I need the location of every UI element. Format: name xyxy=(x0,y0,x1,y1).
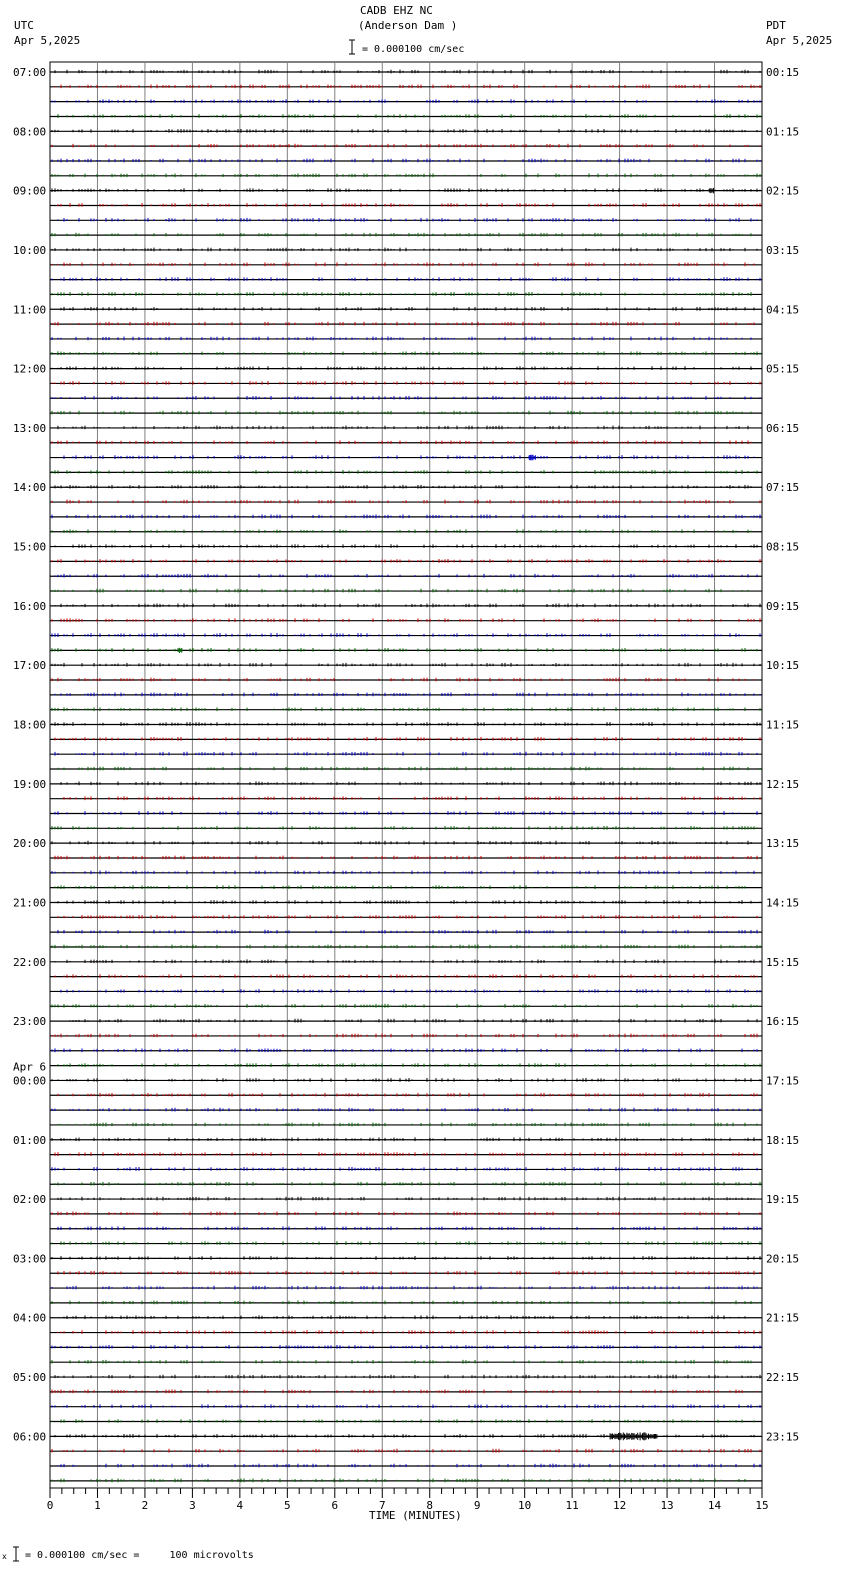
hour-label-utc: 19:00 xyxy=(13,777,47,791)
hour-label-utc: 03:00 xyxy=(13,1252,47,1266)
hour-label-pdt: 02:15 xyxy=(766,184,800,198)
left-date: Apr 5,2025 xyxy=(14,34,81,47)
hour-label-pdt: 12:15 xyxy=(766,777,800,791)
hour-label-pdt: 17:15 xyxy=(766,1074,800,1088)
hour-label-utc: 01:00 xyxy=(13,1133,47,1147)
x-tick-label: 12 xyxy=(612,1499,627,1512)
hour-label-utc: 17:00 xyxy=(13,659,47,673)
hour-label-utc: 08:00 xyxy=(13,125,47,139)
x-tick-label: 5 xyxy=(284,1499,291,1512)
hour-label-pdt: 03:15 xyxy=(766,243,800,257)
hour-label-pdt: 00:15 xyxy=(766,66,800,79)
hour-label-pdt: 06:15 xyxy=(766,421,800,435)
hour-label-pdt: 18:15 xyxy=(766,1133,800,1147)
trace-noise xyxy=(52,678,754,682)
hour-label-utc: 06:00 xyxy=(13,1430,47,1444)
hour-label-pdt: 10:15 xyxy=(766,659,800,673)
hour-label-pdt: 05:15 xyxy=(766,362,800,376)
hour-label-pdt: 04:15 xyxy=(766,303,800,317)
hour-label-utc: 13:00 xyxy=(13,421,47,435)
trace-rows xyxy=(13,66,799,1482)
date-change-label: Apr 6 xyxy=(13,1060,47,1074)
hour-label-pdt: 14:15 xyxy=(766,896,800,910)
hour-label-utc: 09:00 xyxy=(13,184,47,198)
footer-scale-text: = 0.000100 cm/sec = 100 microvolts xyxy=(25,1550,254,1561)
hour-label-pdt: 23:15 xyxy=(766,1430,800,1444)
x-tick-label: 3 xyxy=(189,1499,196,1512)
hour-label-utc: 07:00 xyxy=(13,66,47,79)
x-tick-label: 14 xyxy=(707,1499,722,1512)
x-tick-label: 7 xyxy=(378,1499,386,1512)
hour-label-utc: 16:00 xyxy=(13,599,47,613)
station-title: CADB EHZ NC xyxy=(360,4,433,17)
x-tick-label: 13 xyxy=(660,1499,674,1512)
scale-text: = 0.000100 cm/sec xyxy=(362,44,465,55)
hour-label-pdt: 09:15 xyxy=(766,599,800,613)
hour-label-utc: 11:00 xyxy=(13,303,47,317)
hour-label-pdt: 15:15 xyxy=(766,955,800,969)
x-tick-label: 4 xyxy=(236,1499,244,1512)
svg-text:x: x xyxy=(2,1552,7,1561)
hour-label-pdt: 11:15 xyxy=(766,718,800,732)
scale-bar-icon xyxy=(346,39,358,55)
x-axis-label: TIME (MINUTES) xyxy=(369,1509,462,1522)
hour-label-utc: 12:00 xyxy=(13,362,47,376)
hour-label-utc: 00:00 xyxy=(13,1074,47,1088)
x-tick-label: 9 xyxy=(473,1499,481,1512)
left-timezone: UTC xyxy=(14,19,34,32)
hour-label-pdt: 01:15 xyxy=(766,125,800,139)
hour-label-pdt: 07:15 xyxy=(766,481,800,495)
x-tick-label: 11 xyxy=(565,1499,579,1512)
hour-label-utc: 21:00 xyxy=(13,896,47,910)
hour-label-utc: 15:00 xyxy=(13,540,47,554)
hour-label-utc: 02:00 xyxy=(13,1193,47,1207)
trace-noise xyxy=(55,1152,757,1156)
x-tick-label: 1 xyxy=(94,1499,101,1512)
hour-label-pdt: 16:15 xyxy=(766,1015,800,1029)
hour-label-utc: 14:00 xyxy=(13,481,47,495)
hour-label-pdt: 19:15 xyxy=(766,1193,800,1207)
hour-label-utc: 05:00 xyxy=(13,1371,47,1385)
right-timezone: PDT xyxy=(766,19,786,32)
hour-label-utc: 23:00 xyxy=(13,1015,47,1029)
hour-label-pdt: 08:15 xyxy=(766,540,800,554)
hour-label-utc: 10:00 xyxy=(13,243,47,257)
hour-label-pdt: 21:15 xyxy=(766,1311,800,1325)
hour-label-pdt: 13:15 xyxy=(766,837,800,851)
x-tick-label: 0 xyxy=(46,1499,54,1512)
trace-noise xyxy=(52,1419,754,1423)
hour-label-utc: 18:00 xyxy=(13,718,47,732)
hour-label-utc: 04:00 xyxy=(13,1311,47,1325)
hour-label-pdt: 20:15 xyxy=(766,1252,800,1266)
x-tick-label: 8 xyxy=(426,1499,434,1512)
x-tick-label: 10 xyxy=(518,1499,532,1512)
footer-scale-icon xyxy=(2,1545,22,1563)
x-tick-label: 2 xyxy=(141,1499,149,1512)
station-location: (Anderson Dam ) xyxy=(358,19,458,32)
hour-label-pdt: 22:15 xyxy=(766,1371,800,1385)
hour-label-utc: 22:00 xyxy=(13,955,47,969)
x-tick-label: 6 xyxy=(331,1499,339,1512)
right-date: Apr 5,2025 xyxy=(766,34,833,47)
hour-label-utc: 20:00 xyxy=(13,837,47,851)
x-tick-label: 15 xyxy=(755,1499,769,1512)
